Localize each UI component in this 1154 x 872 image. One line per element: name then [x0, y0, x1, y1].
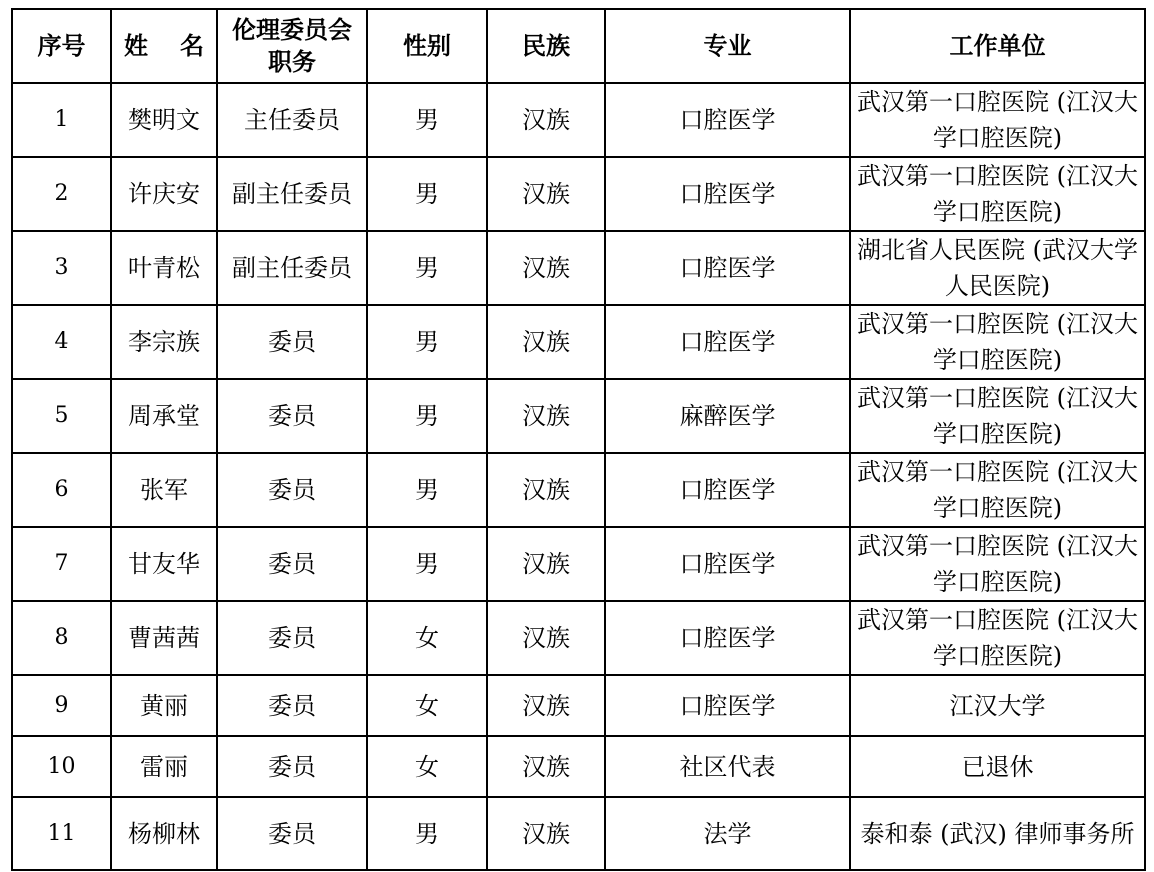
document-page [11, 8, 1146, 871]
cell-workplace: 武汉第一口腔医院 (江汉大学口腔医院) [850, 527, 1145, 601]
cell-workplace: 已退休 [850, 736, 1145, 797]
cell-specialty: 口腔医学 [605, 675, 850, 736]
cell-specialty: 口腔医学 [605, 453, 850, 527]
table-row [12, 157, 1145, 231]
cell-ethnicity: 汉族 [487, 379, 605, 453]
cell-gender: 男 [367, 231, 487, 305]
cell-seq: 7 [12, 527, 111, 601]
header-gender: 性别 [367, 9, 487, 83]
cell-workplace: 武汉第一口腔医院 (江汉大学口腔医院) [850, 453, 1145, 527]
cell-name: 杨柳林 [111, 797, 217, 870]
ethics-committee-table [11, 8, 1146, 871]
cell-seq: 5 [12, 379, 111, 453]
cell-workplace: 武汉第一口腔医院 (江汉大学口腔医院) [850, 157, 1145, 231]
cell-gender: 男 [367, 305, 487, 379]
cell-specialty: 口腔医学 [605, 305, 850, 379]
cell-gender: 男 [367, 379, 487, 453]
cell-gender: 男 [367, 527, 487, 601]
cell-name: 李宗族 [111, 305, 217, 379]
cell-gender: 女 [367, 736, 487, 797]
header-name [111, 9, 217, 83]
header-specialty: 专业 [605, 9, 850, 83]
cell-specialty: 社区代表 [605, 736, 850, 797]
cell-gender: 女 [367, 601, 487, 675]
table-row [12, 797, 1145, 870]
cell-gender: 男 [367, 157, 487, 231]
cell-role: 委员 [217, 527, 367, 601]
cell-ethnicity: 汉族 [487, 736, 605, 797]
cell-seq: 8 [12, 601, 111, 675]
cell-name: 张军 [111, 453, 217, 527]
cell-seq: 2 [12, 157, 111, 231]
cell-gender: 男 [367, 797, 487, 870]
table-body [12, 83, 1145, 870]
cell-name: 曹茜茜 [111, 601, 217, 675]
cell-ethnicity: 汉族 [487, 231, 605, 305]
table-row [12, 453, 1145, 527]
cell-workplace: 武汉第一口腔医院 (江汉大学口腔医院) [850, 305, 1145, 379]
cell-workplace: 武汉第一口腔医院 (江汉大学口腔医院) [850, 379, 1145, 453]
cell-gender: 男 [367, 453, 487, 527]
cell-seq: 3 [12, 231, 111, 305]
cell-name: 许庆安 [111, 157, 217, 231]
cell-seq: 4 [12, 305, 111, 379]
cell-name: 黄丽 [111, 675, 217, 736]
header-role: 伦理委员会职务 [217, 9, 367, 83]
cell-seq: 1 [12, 83, 111, 157]
cell-ethnicity: 汉族 [487, 675, 605, 736]
cell-specialty: 口腔医学 [605, 231, 850, 305]
cell-seq: 11 [12, 797, 111, 870]
table-row [12, 379, 1145, 453]
cell-role: 委员 [217, 601, 367, 675]
cell-role: 委员 [217, 453, 367, 527]
table-row [12, 83, 1145, 157]
cell-specialty: 麻醉医学 [605, 379, 850, 453]
cell-workplace: 泰和泰 (武汉) 律师事务所 [850, 797, 1145, 870]
cell-role: 委员 [217, 379, 367, 453]
header-name-second-char: 名 [180, 32, 204, 60]
cell-role: 副主任委员 [217, 231, 367, 305]
table-row [12, 675, 1145, 736]
cell-role: 主任委员 [217, 83, 367, 157]
header-row [12, 9, 1145, 83]
cell-name: 甘友华 [111, 527, 217, 601]
cell-workplace: 江汉大学 [850, 675, 1145, 736]
cell-workplace: 武汉第一口腔医院 (江汉大学口腔医院) [850, 83, 1145, 157]
cell-role: 委员 [217, 675, 367, 736]
header-ethnicity: 民族 [487, 9, 605, 83]
cell-specialty: 口腔医学 [605, 601, 850, 675]
table-row [12, 736, 1145, 797]
cell-name: 樊明文 [111, 83, 217, 157]
table-row [12, 231, 1145, 305]
cell-role: 委员 [217, 736, 367, 797]
cell-ethnicity: 汉族 [487, 305, 605, 379]
cell-workplace: 湖北省人民医院 (武汉大学人民医院) [850, 231, 1145, 305]
cell-workplace: 武汉第一口腔医院 (江汉大学口腔医院) [850, 601, 1145, 675]
cell-ethnicity: 汉族 [487, 601, 605, 675]
table-row [12, 601, 1145, 675]
cell-name: 雷丽 [111, 736, 217, 797]
cell-name: 叶青松 [111, 231, 217, 305]
cell-ethnicity: 汉族 [487, 157, 605, 231]
cell-role: 副主任委员 [217, 157, 367, 231]
cell-specialty: 口腔医学 [605, 83, 850, 157]
cell-name: 周承堂 [111, 379, 217, 453]
cell-gender: 男 [367, 83, 487, 157]
cell-specialty: 口腔医学 [605, 527, 850, 601]
table-row [12, 305, 1145, 379]
cell-ethnicity: 汉族 [487, 453, 605, 527]
cell-seq: 9 [12, 675, 111, 736]
cell-seq: 6 [12, 453, 111, 527]
header-workplace: 工作单位 [850, 9, 1145, 83]
cell-ethnicity: 汉族 [487, 83, 605, 157]
cell-specialty: 口腔医学 [605, 157, 850, 231]
cell-specialty: 法学 [605, 797, 850, 870]
cell-ethnicity: 汉族 [487, 797, 605, 870]
header-name-first-char: 姓 [124, 32, 148, 60]
cell-ethnicity: 汉族 [487, 527, 605, 601]
cell-seq: 10 [12, 736, 111, 797]
header-seq: 序号 [12, 9, 111, 83]
cell-gender: 女 [367, 675, 487, 736]
cell-role: 委员 [217, 797, 367, 870]
cell-role: 委员 [217, 305, 367, 379]
table-row [12, 527, 1145, 601]
